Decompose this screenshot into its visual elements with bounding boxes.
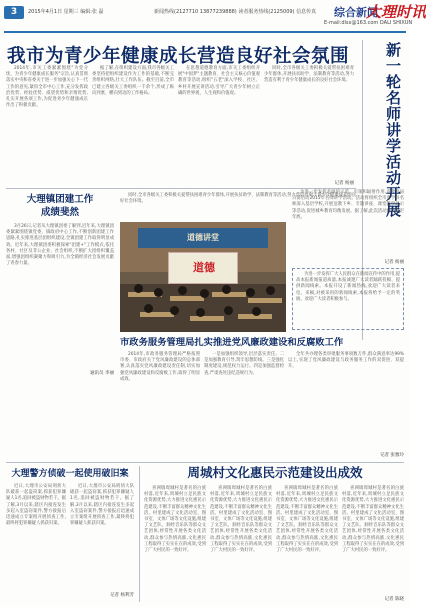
photo-desk <box>170 296 204 301</box>
main-article-column-1: 2014年,市关工委紧紧围绕"为党分忧、为青少年健康成长服务"宗旨,认真贯彻落实中央和省委关于进一步加强关心下一代工作的意见,紧扣全市中心工作,充分发挥政治优势、经验优势、威望优势和亲情优势,扎实开展各项工作,为促进青少年健康成长作出了积极贡献。 <box>6 66 88 109</box>
page-number: 3 <box>4 6 24 19</box>
newspaper-brand: 大理时讯 <box>366 3 426 21</box>
photo-person <box>144 304 153 313</box>
main-article-column-4: 同时,全市各级关工委积极关爱帮扶困难青少年群体,开展扶贫助学、法制教育等活动,努力营造有利于青少年健康成长的良好社会环境。 <box>264 66 354 84</box>
party-building-byline: 记者 张雅玲 <box>380 453 404 458</box>
photo-person <box>154 288 163 297</box>
section-label: 综合新闻 <box>334 6 378 19</box>
photo-person <box>178 286 187 295</box>
right-column-body: 为进一步发挥名师的示范、引领和辐射作用,市教育局日前启动2015年名师讲学活动。活动将组织全市各学科名师深入基层学校,开展送教下乡、专题讲座、课堂教学展示等活动,促进城乡教育均衡发展。据了解,此次活动将持续至年底。 <box>292 190 404 220</box>
party-building-column-2: 一是加强组织领导,层层落实责任。二是加强教育引导,筑牢思想防线。三是强化制度建设,规范权力运行。四是加强监督检查,严肃查处违纪违规行为。 <box>204 352 284 376</box>
email-info: E-mail:dlsx@163.com DALI SHIXUN <box>324 20 413 26</box>
lecture-photo <box>120 222 286 332</box>
culture-column-4: 喜洲镇周城村是著名的白族村落,近年来,周城村立足民族文化资源优势,大力推进文化惠民示范建设,不断丰富群众精神文化生活。村里建成了文化活动室、图书室、文体广场等文化设施,组建了文艺队、洞经音乐队等群众文艺团体,经常性开展各类文化活动,群众参与热情高涨,文化惠民工程取得了实实在在的成效,受到了广大村民的一致好评。 <box>342 486 404 554</box>
photo-person <box>266 286 275 295</box>
party-building-headline: 市政务服务管理局扎实推进党风廉政建设和反腐败工作 <box>120 337 344 348</box>
main-headline: 我市为青少年健康成长营造良好社会氛围 <box>6 46 349 67</box>
youth-league-body: 3月26日,记者从大理镇团委了解到,近年来,大理镇团委紧紧围绕镇党委、镇政府中心工作,不断创新团建工作思路,扎实推进基层团组织建设,全镇团建工作取得明显成效。近年来,大理镇团委积极探索"团建+"工作模式,依托各村、社区及非公企业、社会组织,不断扩大团组织覆盖面,增强团组织凝聚力和吸引力,为全镇经济社会发展贡献了青春力量。 <box>6 224 114 267</box>
right-column-byline: 记者 杨丽 <box>384 260 404 265</box>
photo-person <box>170 306 179 315</box>
masthead-divider <box>4 31 406 33</box>
teacher-lecture-headline: 新一轮名师讲学活动开展 <box>384 42 402 218</box>
main-article-column-2: 据了解,在组织建设方面,我市各级关工委坚持把组织建设作为工作的基础,不断完善组织网络,壮大工作队伍。截至目前,全市已建立各级关工委组织一千余个,形成了纵向到底、横向到边的工作格局。 <box>92 66 174 96</box>
photo-person <box>224 306 233 315</box>
photo-desk <box>140 312 174 317</box>
police-case-byline: 记者 杨利芳 <box>110 593 134 598</box>
police-case-headline: 大理警方侦破一起使用破旧案 <box>11 469 129 479</box>
police-case-column-2: 近日,大理市公安局刑侦大队破获一起盗窃案,抓获犯罪嫌疑人1名,追回被盗财物若干。据了解,3月以来,辖区内接连发生多起入室盗窃案件,警方接报后迅速成立专案组开展侦查工作,最终将犯罪嫌疑人抓获归案。 <box>70 484 134 527</box>
section-divider <box>6 188 356 189</box>
photo-person <box>246 288 255 297</box>
bottom-column-divider <box>139 466 140 602</box>
youth-league-byline: 通讯员 李丽 <box>90 371 114 376</box>
party-building-column-1: 2014年,市政务服务管理局严格按照市委、市政府关于党风廉政建设的总体部署,认真落实党风廉政建设责任制,切实加强党风廉政建设和反腐败工作,取得了明显成效。 <box>120 352 200 382</box>
photo-person <box>252 307 261 316</box>
photo-screen: 道德 <box>168 252 238 284</box>
main-article-byline: 记者 杨丽 <box>334 181 354 186</box>
reader-notice-text: 为进一步发挥广大人民群众在新闻宣传中的作用,提高本报新闻报道质量,本报诚邀广大读者踊跃投稿、提供新闻线索。本报开设了新闻热线,欢迎广大读者来电、来稿,对被采用的新闻线索,本报将给予一定的奖励。欢迎广大读者积极参与。 <box>296 272 400 302</box>
issue-date: 2015年4月1日 星期三 编辑:张 磊 <box>28 9 104 15</box>
culture-column-1: 喜洲镇周城村是著名的白族村落,近年来,周城村立足民族文化资源优势,大力推进文化惠民示范建设,不断丰富群众精神文化生活。村里建成了文化活动室、图书室、文体广场等文化设施,组建了文艺队、洞经音乐队等群众文艺团体,经常性开展各类文化活动,群众参与热情高涨,文化惠民工程取得了实实在在的成效,受到了广大村民的一致好评。 <box>144 486 206 554</box>
masthead <box>4 3 426 34</box>
photo-person <box>134 284 143 293</box>
party-building-column-3: 全年共办理各类审批服务事项数万件,群众满意率达99%以上,实现了党风廉政建设与政务服务工作的双促进、双提升。 <box>288 352 404 370</box>
culture-column-2: 喜洲镇周城村是著名的白族村落,近年来,周城村立足民族文化资源优势,大力推进文化惠民示范建设,不断丰富群众精神文化生活。村里建成了文化活动室、图书室、文体广场等文化设施,组建了文艺队、洞经音乐队等群众文艺团体,经常性开展各类文化活动,群众参与热情高涨,文化惠民工程取得了实实在在的成效,受到了广大村民的一致好评。 <box>210 486 272 554</box>
photo-person <box>200 289 209 298</box>
police-case-column-1: 近日,大理市公安局刑侦大队破获一起盗窃案,抓获犯罪嫌疑人1名,追回被盗财物若干。据了解,3月以来,辖区内接连发生多起入室盗窃案件,警方接报后迅速成立专案组开展侦查工作,最终将犯罪嫌疑人抓获归案。 <box>6 484 66 527</box>
culture-column-3: 喜洲镇周城村是著名的白族村落,近年来,周城村立足民族文化资源优势,大力推进文化惠民示范建设,不断丰富群众精神文化生活。村里建成了文化活动室、图书室、文体广场等文化设施,组建了文艺队、洞经音乐队等群众文艺团体,经常性开展各类文化活动,群众参与热情高涨,文化惠民工程取得了实实在在的成效,受到了广大村民的一致好评。 <box>276 486 338 554</box>
culture-byline: 记者 陈晓 <box>384 597 404 602</box>
main-article-column-3: 在思想道德教育方面,市关工委组织开展"中国梦"主题教育、社会主义核心价值观教育等活动,组织"五老"深入学校、社区、乡村开展宣讲活动,引导广大青少年树立正确的世界观、人生观和价值观。 <box>178 66 260 96</box>
photo-desk <box>190 316 224 321</box>
photo-desk <box>248 298 282 303</box>
photo-caption-text: 同时,全市各级关工委积极关爱帮扶困难青少年群体,开展扶贫助学、法制教育等活动,努力营造有利于青少年健康成长的良好社会环境。 <box>120 193 356 205</box>
hotline-info: 新闻热线(2127710 13877239888) 读者服务热线(2125009) 信息传真 <box>154 9 317 15</box>
culture-headline: 周城村文化惠民示范建设出成效 <box>187 465 363 480</box>
reader-notice-box <box>292 268 404 330</box>
photo-person <box>222 285 231 294</box>
photo-person <box>196 308 205 317</box>
bottom-section-divider <box>6 462 404 463</box>
photo-banner: 道德讲堂 <box>138 228 268 248</box>
youth-league-headline: 大理镇团建工作 成绩斐然 <box>26 194 94 218</box>
